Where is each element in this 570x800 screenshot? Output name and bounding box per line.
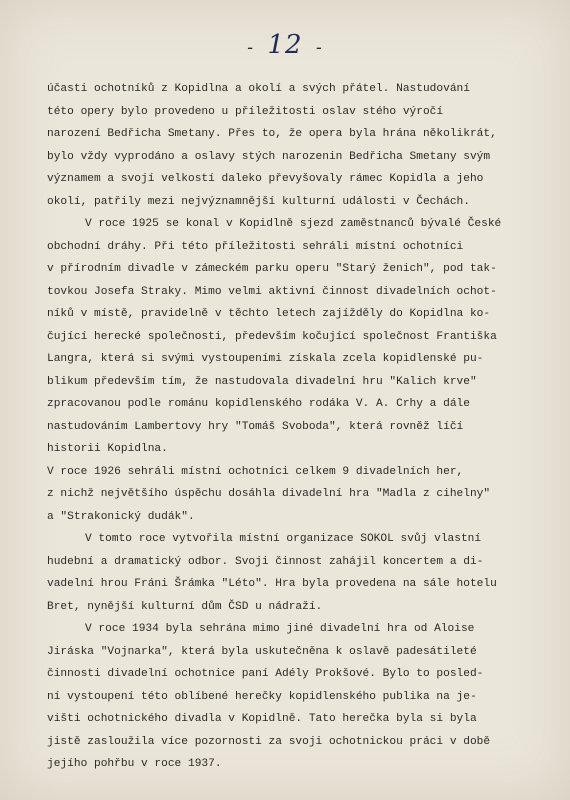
text-line: Jiráska "Vojnarka", která byla uskutečněna k oslavě padesátileté [47, 645, 477, 658]
text-line: z nichž největšího úspěchu dosáhla divadelní hra "Madla z cihelny" [47, 488, 491, 500]
text-line: nastudováním Lambertovy hry "Tomáš Svoboda", která rovněž líčí [47, 420, 464, 433]
text-line: tovkou Josefa Straky. Mimo velmi aktivní činnost divadelních ochot- [47, 285, 497, 298]
typewritten-text [47, 78, 557, 776]
text-line: Langra, která si svými vystoupeními získala zcela kopidlenské pu- [47, 353, 484, 365]
page-number [0, 30, 570, 60]
text-line: čující herecké společnosti, především kočující společnost Františka [47, 330, 497, 343]
text-line: významem a svojí velkostí daleko převyšovaly rámec Kopidla a jeho [47, 173, 484, 185]
text-line: okolí, patřily mezi nejvýznamnější kulturní události v Čechách. [47, 195, 470, 208]
text-line: hudební a dramatický odbor. Svoji činnost zahájil koncertem a di- [47, 555, 484, 568]
page-number-prefix: - [244, 38, 268, 58]
text-line: účasti ochotníků z Kopidlna a okolí a svých přátel. Nastudování [47, 83, 470, 95]
page-number-suffix: - [302, 38, 326, 58]
text-line: činnosti divadelní ochotnice paní Adély Prokšové. Bylo to posled- [47, 668, 484, 680]
text-line: této opery bylo provedeno u příležitosti oslav stého výročí [47, 105, 444, 118]
text-line: jistě zasloužila více pozornosti za svoji ochotnickou práci v době [47, 735, 491, 748]
text-line: ní vystoupení této oblíbené herečky kopidlenského publika na je- [47, 690, 477, 703]
text-line: obchodní dráhy. Při této příležitosti sehráli místní ochotníci [47, 240, 464, 253]
paragraph-start-line: V tomto roce vytvořila místní organizace SOKOL svůj vlastní [85, 533, 482, 545]
paragraph-start-line: V roce 1926 sehráli místní ochotníci celkem 9 divadelních her, [47, 465, 464, 478]
text-line: narození Bedřicha Smetany. Přes to, že opera byla hrána několikrát, [47, 128, 497, 140]
text-line: v přírodním divadle v zámeckém parku operu "Starý ženich", pod tak- [47, 263, 497, 275]
text-line: níků v místě, pravidelně v těchto letech zajížděly do Kopidlna ko- [47, 308, 491, 320]
text-line: višti ochotnického divadla v Kopidlně. Tato herečka byla si byla [47, 713, 477, 725]
text-line: zpracovanou podle románu kopidlenského rodáka V. A. Crhy a dále [47, 398, 470, 410]
text-line: historii Kopidlna. [47, 443, 168, 455]
text-line: vadelní hrou Fráni Šrámka "Léto". Hra byla provedena na sále hotelu [47, 578, 497, 590]
text-line: blikum především tím, že nastudovala divadelní hru "Kalich krve" [47, 375, 477, 388]
handwritten-page-number: 12 [267, 30, 303, 60]
text-line: Bret, nynější kulturní dům ČSD u nádraží. [47, 600, 323, 613]
paragraph-start-line: V roce 1925 se konal v Kopidlně sjezd zaměstnanců bývalé České [85, 218, 502, 230]
paragraph-start-line: V roce 1934 byla sehrána mimo jiné divadelní hra od Aloise [85, 623, 475, 635]
text-line: a "Strakonický dudák". [47, 510, 195, 523]
text-line: jejího pohřbu v roce 1937. [47, 758, 222, 770]
text-line: bylo vždy vyprodáno a oslavy stých narozenin Bedřicha Smetany svým [47, 150, 491, 163]
